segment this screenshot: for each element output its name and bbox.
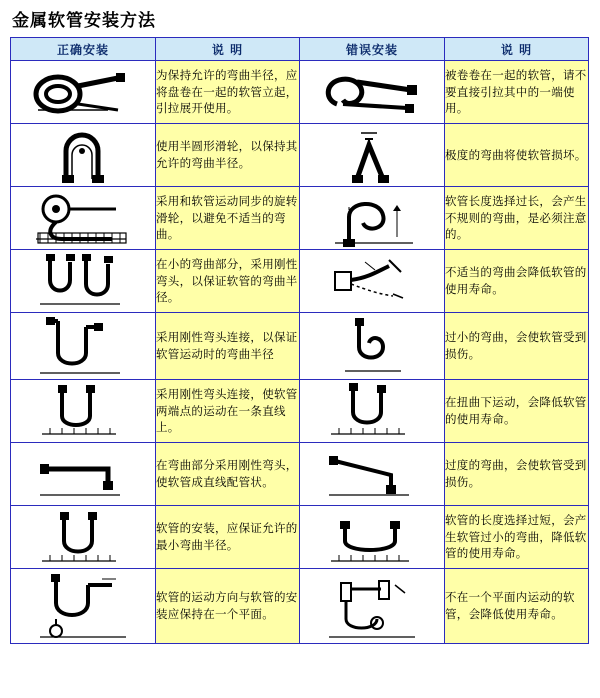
too-small-bend-figure: [300, 313, 445, 380]
wrong-desc: 过小的弯曲，会使软管受到损伤。: [445, 313, 589, 380]
correct-desc: 使用半圆形滑轮，以保持其允许的弯曲半径。: [156, 124, 300, 187]
correct-desc: 采用刚性弯头连接，以保证软管运动时的弯曲半径: [156, 313, 300, 380]
table-row: [11, 61, 589, 124]
same-plane-motion-figure: [11, 569, 156, 644]
wrong-desc: 在扭曲下运动，会降低软管的使用寿命。: [445, 380, 589, 443]
header-correct-desc: 说 明: [156, 38, 300, 61]
straight-pipe-rigid-elbow-figure: [11, 443, 156, 506]
improper-bend-figure: [300, 250, 445, 313]
header-wrong-install: 错误安装: [300, 38, 445, 61]
rigid-bend-small-radius-figure: [11, 250, 156, 313]
too-long-hose-small-bend-figure: [300, 506, 445, 569]
correct-desc: 软管的运动方向与软管的安装应保持在一个平面。: [156, 569, 300, 644]
coiled-hose-pulled-figure: [300, 61, 445, 124]
table-row: [11, 569, 589, 644]
wrong-desc: 软管的长度选择过短，会产生软管过小的弯曲，降低软管的使用寿命。: [445, 506, 589, 569]
excessive-bend-figure: [300, 443, 445, 506]
coiled-hose-standing-figure: [11, 61, 156, 124]
wrong-desc: 软管长度选择过长，会产生不规则的弯曲，是必须注意的。: [445, 187, 589, 250]
table-row: [11, 250, 589, 313]
correct-desc: 在弯曲部分采用刚性弯头，使软管成直线配管状。: [156, 443, 300, 506]
header-correct-install: 正确安装: [11, 38, 156, 61]
rigid-elbow-connection-figure: [11, 313, 156, 380]
correct-desc: 采用和软管运动同步的旋转滑轮，以避免不适当的弯曲。: [156, 187, 300, 250]
table-header-row: [11, 38, 589, 61]
correct-desc: 为保持允许的弯曲半径，应将盘卷在一起的软管立起，引拉展开使用。: [156, 61, 300, 124]
rotating-pulley-chain-figure: [11, 187, 156, 250]
semicircular-pulley-figure: [11, 124, 156, 187]
header-wrong-desc: 说 明: [445, 38, 589, 61]
correct-desc: 软管的安装，应保证允许的最小弯曲半径。: [156, 506, 300, 569]
wrong-desc: 不适当的弯曲会降低软管的使用寿命。: [445, 250, 589, 313]
table-row: [11, 124, 589, 187]
correct-desc: 采用刚性弯头连接，使软管两端点的运动在一条直线上。: [156, 380, 300, 443]
wrong-desc: 被卷卷在一起的软管，请不要直接引拉其中的一端使用。: [445, 61, 589, 124]
wrong-desc: 过度的弯曲，会使软管受到损伤。: [445, 443, 589, 506]
table-row: [11, 187, 589, 250]
sharp-bend-pulley-figure: [300, 124, 445, 187]
installation-methods-table: [10, 37, 589, 644]
table-row: [11, 313, 589, 380]
long-hose-irregular-bend-figure: [300, 187, 445, 250]
twisted-motion-figure: [300, 380, 445, 443]
wrong-desc: 不在一个平面内运动的软管，会降低使用寿命。: [445, 569, 589, 644]
table-row: [11, 506, 589, 569]
table-row: [11, 380, 589, 443]
rigid-elbow-straight-line-figure: [11, 380, 156, 443]
table-row: [11, 443, 589, 506]
page-title: 金属软管安装方法: [12, 11, 156, 31]
minimum-bend-radius-figure: [11, 506, 156, 569]
correct-desc: 在小的弯曲部分，采用刚性弯头，以保证软管的弯曲半径。: [156, 250, 300, 313]
out-of-plane-motion-figure: [300, 569, 445, 644]
wrong-desc: 极度的弯曲将使软管损坏。: [445, 124, 589, 187]
